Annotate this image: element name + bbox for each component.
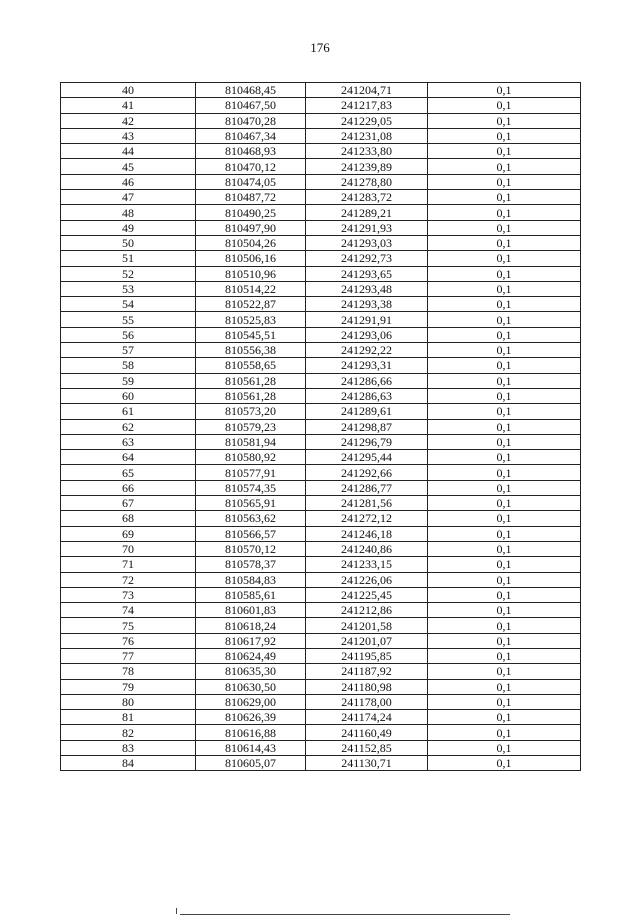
table-row (61, 312, 581, 327)
x-coordinate-cell: 810561,28 (196, 373, 306, 388)
point-number-cell: 49 (61, 220, 196, 235)
point-number-cell: 64 (61, 450, 196, 465)
y-coordinate-cell: 241286,63 (306, 388, 428, 403)
table-row (61, 648, 581, 663)
y-coordinate-cell: 241239,89 (306, 159, 428, 174)
point-number-cell: 60 (61, 388, 196, 403)
table-row (61, 343, 581, 358)
accuracy-cell: 0,1 (428, 710, 581, 725)
table-row (61, 297, 581, 312)
accuracy-cell: 0,1 (428, 327, 581, 342)
x-coordinate-cell: 810616,88 (196, 725, 306, 740)
accuracy-cell: 0,1 (428, 190, 581, 205)
table-row (61, 557, 581, 572)
point-number-cell: 75 (61, 618, 196, 633)
y-coordinate-cell: 241283,72 (306, 190, 428, 205)
y-coordinate-cell: 241293,06 (306, 327, 428, 342)
accuracy-cell: 0,1 (428, 113, 581, 128)
x-coordinate-cell: 810497,90 (196, 220, 306, 235)
accuracy-cell: 0,1 (428, 633, 581, 648)
x-coordinate-cell: 810605,07 (196, 756, 306, 771)
table-row (61, 618, 581, 633)
point-number-cell: 44 (61, 144, 196, 159)
accuracy-cell: 0,1 (428, 159, 581, 174)
y-coordinate-cell: 241187,92 (306, 664, 428, 679)
accuracy-cell: 0,1 (428, 205, 581, 220)
y-coordinate-cell: 241293,03 (306, 235, 428, 250)
table-row (61, 694, 581, 709)
point-number-cell: 76 (61, 633, 196, 648)
accuracy-cell: 0,1 (428, 603, 581, 618)
point-number-cell: 65 (61, 465, 196, 480)
point-number-cell: 40 (61, 83, 196, 98)
y-coordinate-cell: 241178,00 (306, 694, 428, 709)
accuracy-cell: 0,1 (428, 144, 581, 159)
y-coordinate-cell: 241293,48 (306, 281, 428, 296)
y-coordinate-cell: 241286,66 (306, 373, 428, 388)
accuracy-cell: 0,1 (428, 419, 581, 434)
table-row (61, 98, 581, 113)
point-number-cell: 82 (61, 725, 196, 740)
y-coordinate-cell: 241195,85 (306, 648, 428, 663)
x-coordinate-cell: 810525,83 (196, 312, 306, 327)
x-coordinate-cell: 810617,92 (196, 633, 306, 648)
accuracy-cell: 0,1 (428, 587, 581, 602)
table-row (61, 541, 581, 556)
table-row (61, 358, 581, 373)
accuracy-cell: 0,1 (428, 404, 581, 419)
table-row (61, 664, 581, 679)
table-row (61, 281, 581, 296)
x-coordinate-cell: 810490,25 (196, 205, 306, 220)
point-number-cell: 81 (61, 710, 196, 725)
x-coordinate-cell: 810635,30 (196, 664, 306, 679)
accuracy-cell: 0,1 (428, 174, 581, 189)
y-coordinate-cell: 241130,71 (306, 756, 428, 771)
point-number-cell: 80 (61, 694, 196, 709)
accuracy-cell: 0,1 (428, 541, 581, 556)
accuracy-cell: 0,1 (428, 297, 581, 312)
point-number-cell: 73 (61, 587, 196, 602)
accuracy-cell: 0,1 (428, 266, 581, 281)
table-row (61, 710, 581, 725)
point-number-cell: 68 (61, 511, 196, 526)
y-coordinate-cell: 241286,77 (306, 480, 428, 495)
accuracy-cell: 0,1 (428, 618, 581, 633)
accuracy-cell: 0,1 (428, 648, 581, 663)
table-row (61, 633, 581, 648)
y-coordinate-cell: 241180,98 (306, 679, 428, 694)
accuracy-cell: 0,1 (428, 740, 581, 755)
y-coordinate-cell: 241174,24 (306, 710, 428, 725)
point-number-cell: 45 (61, 159, 196, 174)
y-coordinate-cell: 241293,31 (306, 358, 428, 373)
table-row (61, 235, 581, 250)
point-number-cell: 56 (61, 327, 196, 342)
point-number-cell: 55 (61, 312, 196, 327)
coordinates-table-body (61, 83, 581, 771)
table-row (61, 480, 581, 495)
table-row (61, 404, 581, 419)
point-number-cell: 51 (61, 251, 196, 266)
x-coordinate-cell: 810556,38 (196, 343, 306, 358)
accuracy-cell: 0,1 (428, 83, 581, 98)
y-coordinate-cell: 241272,12 (306, 511, 428, 526)
accuracy-cell: 0,1 (428, 572, 581, 587)
point-number-cell: 46 (61, 174, 196, 189)
x-coordinate-cell: 810558,65 (196, 358, 306, 373)
point-number-cell: 74 (61, 603, 196, 618)
point-number-cell: 57 (61, 343, 196, 358)
y-coordinate-cell: 241217,83 (306, 98, 428, 113)
x-coordinate-cell: 810614,43 (196, 740, 306, 755)
point-number-cell: 79 (61, 679, 196, 694)
y-coordinate-cell: 241295,44 (306, 450, 428, 465)
y-coordinate-cell: 241278,80 (306, 174, 428, 189)
point-number-cell: 70 (61, 541, 196, 556)
table-row (61, 190, 581, 205)
x-coordinate-cell: 810467,34 (196, 128, 306, 143)
accuracy-cell: 0,1 (428, 480, 581, 495)
x-coordinate-cell: 810580,92 (196, 450, 306, 465)
table-row (61, 572, 581, 587)
table-row (61, 327, 581, 342)
table-row (61, 113, 581, 128)
y-coordinate-cell: 241289,61 (306, 404, 428, 419)
y-coordinate-cell: 241298,87 (306, 419, 428, 434)
footer-rule (180, 914, 510, 915)
table-row (61, 450, 581, 465)
coordinates-table (60, 82, 581, 771)
accuracy-cell: 0,1 (428, 511, 581, 526)
x-coordinate-cell: 810570,12 (196, 541, 306, 556)
x-coordinate-cell: 810579,23 (196, 419, 306, 434)
point-number-cell: 78 (61, 664, 196, 679)
y-coordinate-cell: 241292,73 (306, 251, 428, 266)
x-coordinate-cell: 810565,91 (196, 496, 306, 511)
accuracy-cell: 0,1 (428, 251, 581, 266)
x-coordinate-cell: 810468,45 (196, 83, 306, 98)
table-row (61, 740, 581, 755)
x-coordinate-cell: 810578,37 (196, 557, 306, 572)
y-coordinate-cell: 241233,80 (306, 144, 428, 159)
accuracy-cell: 0,1 (428, 679, 581, 694)
x-coordinate-cell: 810487,72 (196, 190, 306, 205)
x-coordinate-cell: 810470,12 (196, 159, 306, 174)
point-number-cell: 62 (61, 419, 196, 434)
point-number-cell: 52 (61, 266, 196, 281)
x-coordinate-cell: 810545,51 (196, 327, 306, 342)
y-coordinate-cell: 241296,79 (306, 434, 428, 449)
x-coordinate-cell: 810470,28 (196, 113, 306, 128)
point-number-cell: 41 (61, 98, 196, 113)
x-coordinate-cell: 810581,94 (196, 434, 306, 449)
point-number-cell: 59 (61, 373, 196, 388)
point-number-cell: 54 (61, 297, 196, 312)
x-coordinate-cell: 810468,93 (196, 144, 306, 159)
table-row (61, 83, 581, 98)
table-row (61, 679, 581, 694)
table-row (61, 587, 581, 602)
accuracy-cell: 0,1 (428, 756, 581, 771)
x-coordinate-cell: 810514,22 (196, 281, 306, 296)
x-coordinate-cell: 810563,62 (196, 511, 306, 526)
x-coordinate-cell: 810577,91 (196, 465, 306, 480)
y-coordinate-cell: 241233,15 (306, 557, 428, 572)
x-coordinate-cell: 810522,87 (196, 297, 306, 312)
point-number-cell: 50 (61, 235, 196, 250)
y-coordinate-cell: 241204,71 (306, 83, 428, 98)
y-coordinate-cell: 241291,93 (306, 220, 428, 235)
point-number-cell: 61 (61, 404, 196, 419)
page-number: 176 (310, 40, 330, 55)
y-coordinate-cell: 241212,86 (306, 603, 428, 618)
y-coordinate-cell: 241292,66 (306, 465, 428, 480)
x-coordinate-cell: 810585,61 (196, 587, 306, 602)
accuracy-cell: 0,1 (428, 664, 581, 679)
accuracy-cell: 0,1 (428, 725, 581, 740)
accuracy-cell: 0,1 (428, 235, 581, 250)
point-number-cell: 71 (61, 557, 196, 572)
table-row (61, 128, 581, 143)
x-coordinate-cell: 810618,24 (196, 618, 306, 633)
x-coordinate-cell: 810629,00 (196, 694, 306, 709)
accuracy-cell: 0,1 (428, 465, 581, 480)
accuracy-cell: 0,1 (428, 220, 581, 235)
point-number-cell: 84 (61, 756, 196, 771)
y-coordinate-cell: 241293,38 (306, 297, 428, 312)
x-coordinate-cell: 810474,05 (196, 174, 306, 189)
table-row (61, 725, 581, 740)
y-coordinate-cell: 241281,56 (306, 496, 428, 511)
table-row (61, 465, 581, 480)
y-coordinate-cell: 241225,45 (306, 587, 428, 602)
y-coordinate-cell: 241291,91 (306, 312, 428, 327)
accuracy-cell: 0,1 (428, 281, 581, 296)
point-number-cell: 83 (61, 740, 196, 755)
x-coordinate-cell: 810506,16 (196, 251, 306, 266)
point-number-cell: 77 (61, 648, 196, 663)
accuracy-cell: 0,1 (428, 373, 581, 388)
x-coordinate-cell: 810467,50 (196, 98, 306, 113)
table-row (61, 434, 581, 449)
table-row (61, 159, 581, 174)
x-coordinate-cell: 810510,96 (196, 266, 306, 281)
accuracy-cell: 0,1 (428, 496, 581, 511)
table-row (61, 205, 581, 220)
x-coordinate-cell: 810584,83 (196, 572, 306, 587)
point-number-cell: 53 (61, 281, 196, 296)
y-coordinate-cell: 241240,86 (306, 541, 428, 556)
accuracy-cell: 0,1 (428, 450, 581, 465)
point-number-cell: 42 (61, 113, 196, 128)
y-coordinate-cell: 241289,21 (306, 205, 428, 220)
accuracy-cell: 0,1 (428, 343, 581, 358)
table-row (61, 266, 581, 281)
y-coordinate-cell: 241231,08 (306, 128, 428, 143)
x-coordinate-cell: 810574,35 (196, 480, 306, 495)
point-number-cell: 67 (61, 496, 196, 511)
x-coordinate-cell: 810504,26 (196, 235, 306, 250)
x-coordinate-cell: 810626,39 (196, 710, 306, 725)
table-row (61, 603, 581, 618)
point-number-cell: 48 (61, 205, 196, 220)
table-row (61, 511, 581, 526)
table-row (61, 251, 581, 266)
x-coordinate-cell: 810561,28 (196, 388, 306, 403)
x-coordinate-cell: 810630,50 (196, 679, 306, 694)
table-row (61, 220, 581, 235)
x-coordinate-cell: 810566,57 (196, 526, 306, 541)
accuracy-cell: 0,1 (428, 388, 581, 403)
accuracy-cell: 0,1 (428, 358, 581, 373)
y-coordinate-cell: 241201,58 (306, 618, 428, 633)
y-coordinate-cell: 241152,85 (306, 740, 428, 755)
table-row (61, 419, 581, 434)
point-number-cell: 69 (61, 526, 196, 541)
x-coordinate-cell: 810601,83 (196, 603, 306, 618)
y-coordinate-cell: 241201,07 (306, 633, 428, 648)
table-row (61, 756, 581, 771)
y-coordinate-cell: 241229,05 (306, 113, 428, 128)
y-coordinate-cell: 241293,65 (306, 266, 428, 281)
accuracy-cell: 0,1 (428, 312, 581, 327)
x-coordinate-cell: 810573,20 (196, 404, 306, 419)
point-number-cell: 72 (61, 572, 196, 587)
accuracy-cell: 0,1 (428, 526, 581, 541)
point-number-cell: 63 (61, 434, 196, 449)
table-row (61, 526, 581, 541)
table-row (61, 174, 581, 189)
accuracy-cell: 0,1 (428, 694, 581, 709)
table-row (61, 388, 581, 403)
point-number-cell: 58 (61, 358, 196, 373)
y-coordinate-cell: 241246,18 (306, 526, 428, 541)
y-coordinate-cell: 241160,49 (306, 725, 428, 740)
table-row (61, 373, 581, 388)
accuracy-cell: 0,1 (428, 434, 581, 449)
point-number-cell: 43 (61, 128, 196, 143)
table-row (61, 496, 581, 511)
x-coordinate-cell: 810624,49 (196, 648, 306, 663)
accuracy-cell: 0,1 (428, 557, 581, 572)
table-row (61, 144, 581, 159)
point-number-cell: 47 (61, 190, 196, 205)
y-coordinate-cell: 241226,06 (306, 572, 428, 587)
accuracy-cell: 0,1 (428, 98, 581, 113)
accuracy-cell: 0,1 (428, 128, 581, 143)
y-coordinate-cell: 241292,22 (306, 343, 428, 358)
point-number-cell: 66 (61, 480, 196, 495)
